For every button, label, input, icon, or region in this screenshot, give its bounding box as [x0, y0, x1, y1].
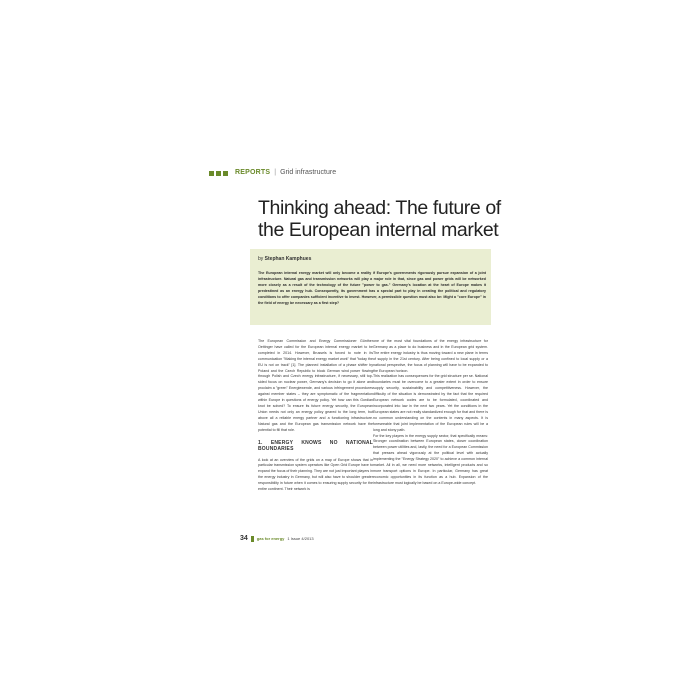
- square-icon: [216, 171, 221, 176]
- magazine-name: gas for energy: [256, 536, 285, 541]
- footer-bar-icon: [251, 536, 254, 542]
- section-subhead: 1. ENERGY KNOWS NO NATIONAL BOUNDARIES: [258, 439, 373, 452]
- paragraph: For the key players in the energy supply sector, that specifically means: Stronger coordination between European states, closer coordination between power utilities and, lastly, the need for a European Commission that presses ahead vigorously at the political level with actually implementing the "Energy Strategy 2020" to achieve a common internal market. All in all, we need more networks, intelligent products and so more transport options in Europe. In particular, Germany has great economic opportunities in its function as a hub. Expansion of the infrastructure must logically be based on a Europe-wide concept.: [373, 433, 488, 485]
- byline: [258, 256, 311, 262]
- paragraph: A look at an overview of the grids on a map of Europe shows that in particular transmission system operators like Open Grid Europe have to expand the focus of their planning. They are not just important players in the energy industry in Germany, but will also have to shoulder greater responsibility in future when it comes to ensuring supply security for the entire continent. Their network is: [258, 457, 374, 492]
- paragraph: one of the most vital foundations of the energy infrastructure for Germany as a place to do business and in the European grid system. The entire energy industry is thus moving toward a new plane in terms of supply in the 21st century. After being confined to local supply or a national perspective, the focus of planning will have to be expanded to the European horizon.: [373, 339, 488, 373]
- column-left: [258, 339, 373, 493]
- byline-prefix: by: [258, 256, 264, 262]
- section-subtitle: Grid infrastructure: [280, 169, 337, 176]
- section-squares-icon: [209, 171, 228, 176]
- section-header: [209, 169, 336, 177]
- section-label: REPORTS: [235, 169, 271, 176]
- issue-info: 1 Issue 4/2013: [287, 536, 314, 541]
- page-number: 34: [240, 535, 248, 542]
- paragraph: The European Commission and Energy Commissioner Günther Oettinger have called for the European internal energy market to be completed in 2014. However, Brussels is forced to note in its communication "Making the internal energy market work" that "today the EU is not on track" [1]. The planned installation of a phase shifter by Poland and the Czech Republic to block German wind power flowing through Polish and Czech energy infrastructure, if necessary, still top-sided focus on nuclear power, Germany's decision to go it alone and proclaim a "green" Energiewende, and various infringement procedures against member states – they are symptomatic of the fragmentation within Europe in questions of energy policy. Yet how can this Gordian knot be solved? To ensure its future energy security, the European Union needs not only an energy policy geared to the long term, but above all a reliable energy partner and a functioning infrastructure. Natural gas and the European gas transmission network have the potential to fill that role.: [258, 339, 373, 432]
- square-icon: [209, 171, 214, 176]
- page-footer: [240, 536, 314, 542]
- abstract-text: The European internal energy market will only become a reality if Europe's governments rigorously pursue expansion of a joint infrastructure. Natural gas and transmission networks will play a major role in that, since gas and power grids will be networked more closely as a result of the technology of the future "power to gas." Germany's location at the heart of Europe makes it predestined as an energy hub. Consequently, its government has a special part to play in creating the political and regulatory conditions to offer companies sufficient incentive to invest. However, a permissible question must also be: Might a "core Europe" in the field of energy be necessary as a first step?: [258, 271, 486, 305]
- abstract-box: [250, 249, 491, 325]
- column-right: [373, 339, 488, 487]
- section-separator: |: [274, 169, 277, 176]
- paragraph: This realization has consequences for the grid structure per se. National boundaries must be overcome to a greater extent in order to ensure supply security, sustainability and competitiveness. However, the difficulty of the situation is demonstrated by the fact that the required European network codes are to be formulated, coordinated and incorporated into law in the next two years. Yet the conditions in the European states are not really standardized enough for that and there is no common understanding on the contents in many aspects. It is foreseeable that joint implementation of the European rules will be a long and stony path.: [373, 374, 488, 432]
- square-icon: [223, 171, 228, 176]
- article-title: Thinking ahead: The future of the European internal market: [258, 197, 501, 241]
- author-name: Stephan Kamphues: [264, 256, 312, 262]
